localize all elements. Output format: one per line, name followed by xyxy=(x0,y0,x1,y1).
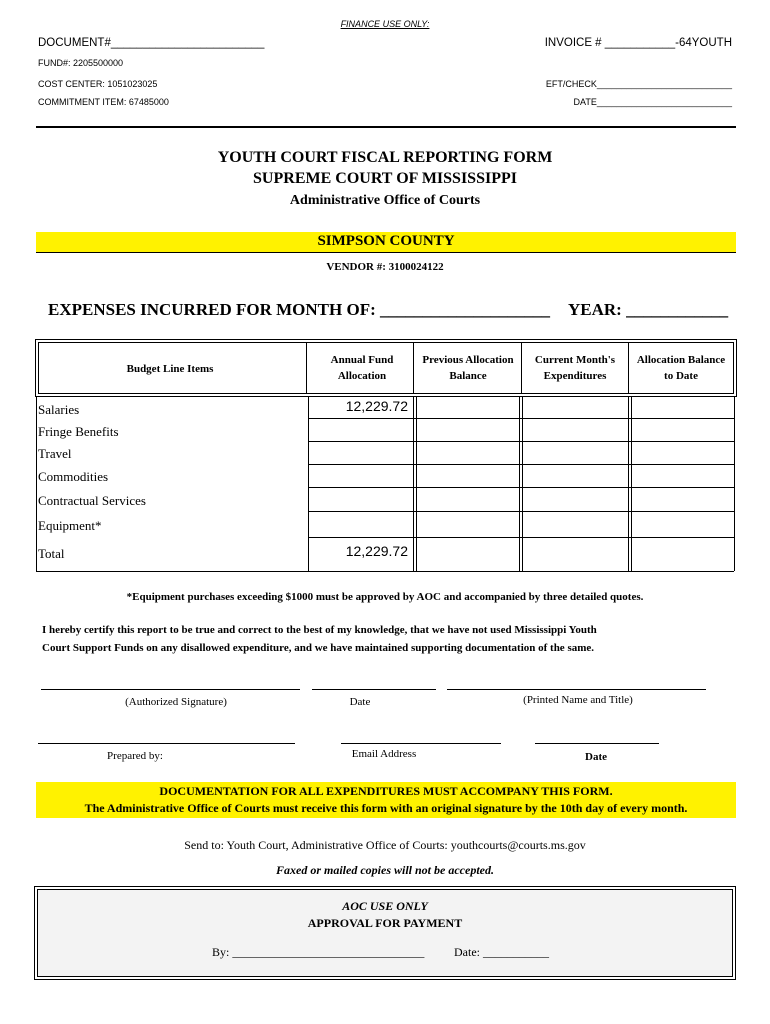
finance-use-only-label: FINANCE USE ONLY: xyxy=(340,19,430,29)
county-banner xyxy=(36,232,736,253)
year-field[interactable]: YEAR: ____________ xyxy=(568,300,729,319)
table-row-line xyxy=(308,511,734,512)
document-number-field[interactable]: DOCUMENT#________________________ xyxy=(38,37,265,49)
table-col-sep xyxy=(519,396,520,571)
table-row-line xyxy=(308,418,734,419)
prepared-date-line[interactable] xyxy=(535,743,659,744)
documentation-banner xyxy=(36,782,736,818)
eft-check-field[interactable]: EFT/CHECK___________________________ xyxy=(545,79,732,89)
col-header-annual: Annual Fund Allocation xyxy=(330,354,394,382)
table-col-sep xyxy=(631,396,632,571)
col-header-current: Current Month's Expenditures xyxy=(534,354,616,382)
send-to-instructions: Send to: Youth Court, Administrative Office of Courts: youthcourts@courts.ms.gov xyxy=(184,838,586,852)
row-label-fringe-benefits: Fringe Benefits xyxy=(38,424,119,439)
approval-date-field[interactable]: Date: ___________ xyxy=(454,945,549,959)
row-label-commodities: Commodities xyxy=(38,469,109,484)
fund-number: FUND#: 2205500000 xyxy=(38,58,124,68)
finance-date-field[interactable]: DATE___________________________ xyxy=(573,97,732,107)
faxed-copies-warning: Faxed or mailed copies will not be accepted. xyxy=(276,863,494,877)
header-col-sep xyxy=(413,342,414,394)
court-name: SUPREME COURT OF MISSISSIPPI xyxy=(253,170,517,187)
header-col-sep xyxy=(306,342,307,394)
county-name: SIMPSON COUNTY xyxy=(317,233,455,249)
equipment-note: *Equipment purchases exceeding $1000 must be approved by AOC and accompanied by three detailed quotes. xyxy=(126,591,644,603)
certification-statement: I hereby certify this report to be true and correct to the best of my knowledge, that we have not used Mississippi Youth Court Support Funds on any disallowed expenditure, and we have maintained supporting documentation of the same. xyxy=(42,624,597,654)
documentation-requirement: DOCUMENTATION FOR ALL EXPENDITURES MUST ACCOMPANY THIS FORM. xyxy=(159,784,613,798)
header-col-sep xyxy=(628,342,629,394)
table-row-line xyxy=(308,441,734,442)
vendor-number: VENDOR #: 3100024122 xyxy=(326,261,444,273)
row-label-travel: Travel xyxy=(38,446,72,461)
header-divider xyxy=(36,126,736,128)
col-header-budget: Budget Line Items xyxy=(126,363,214,375)
table-row-line xyxy=(308,537,734,538)
col-header-previous: Previous Allocation Balance xyxy=(422,354,514,382)
prepared-by-caption: Prepared by: xyxy=(107,750,163,762)
col-header-balance: Allocation Balance to Date xyxy=(636,354,726,382)
table-bottom-line xyxy=(36,571,734,572)
row-label-total: Total xyxy=(38,546,65,561)
row-label-salaries: Salaries xyxy=(38,402,80,417)
invoice-number-field[interactable]: INVOICE # ___________-64YOUTH xyxy=(544,37,732,49)
approval-for-payment-label: APPROVAL FOR PAYMENT xyxy=(307,916,463,930)
prepared-date-caption: Date xyxy=(585,751,607,763)
total-annual-allocation[interactable]: 12,229.72 xyxy=(345,543,408,559)
row-label-equipment: Equipment* xyxy=(38,518,102,533)
email-address-caption: Email Address xyxy=(351,748,417,760)
salaries-annual-allocation[interactable]: 12,229.72 xyxy=(345,398,408,414)
cost-center: COST CENTER: 1051023025 xyxy=(38,79,158,89)
row-label-contractual-services: Contractual Services xyxy=(38,493,146,508)
prepared-by-line[interactable] xyxy=(38,743,295,744)
table-right-border xyxy=(734,396,735,571)
date-caption: Date xyxy=(349,696,371,708)
printed-name-caption: (Printed Name and Title) xyxy=(523,694,633,706)
aoc-use-only-box xyxy=(37,889,733,977)
deadline-statement: The Administrative Office of Courts must receive this form with an original signature by the 10th day of every month. xyxy=(84,801,688,815)
approved-by-field[interactable]: By: ________________________________ xyxy=(212,945,425,959)
office-name: Administrative Office of Courts xyxy=(289,193,481,208)
form-title: YOUTH COURT FISCAL REPORTING FORM xyxy=(217,149,553,166)
expenses-month-field[interactable]: EXPENSES INCURRED FOR MONTH OF: ____________________ xyxy=(48,300,550,319)
table-col-sep xyxy=(413,396,414,571)
email-address-line[interactable] xyxy=(341,743,501,744)
printed-name-line[interactable] xyxy=(447,689,706,690)
table-col-sep xyxy=(628,396,629,571)
table-row-line xyxy=(308,487,734,488)
aoc-use-only-label: AOC USE ONLY xyxy=(342,899,428,913)
authorized-signature-line[interactable] xyxy=(41,689,300,690)
signature-date-line[interactable] xyxy=(312,689,436,690)
authorized-signature-caption: (Authorized Signature) xyxy=(125,696,227,708)
table-col-sep xyxy=(416,396,417,571)
table-col-sep xyxy=(522,396,523,571)
table-left-border xyxy=(36,396,37,571)
header-col-sep xyxy=(521,342,522,394)
commitment-item: COMMITMENT ITEM: 67485000 xyxy=(38,97,169,107)
table-row-line xyxy=(308,464,734,465)
